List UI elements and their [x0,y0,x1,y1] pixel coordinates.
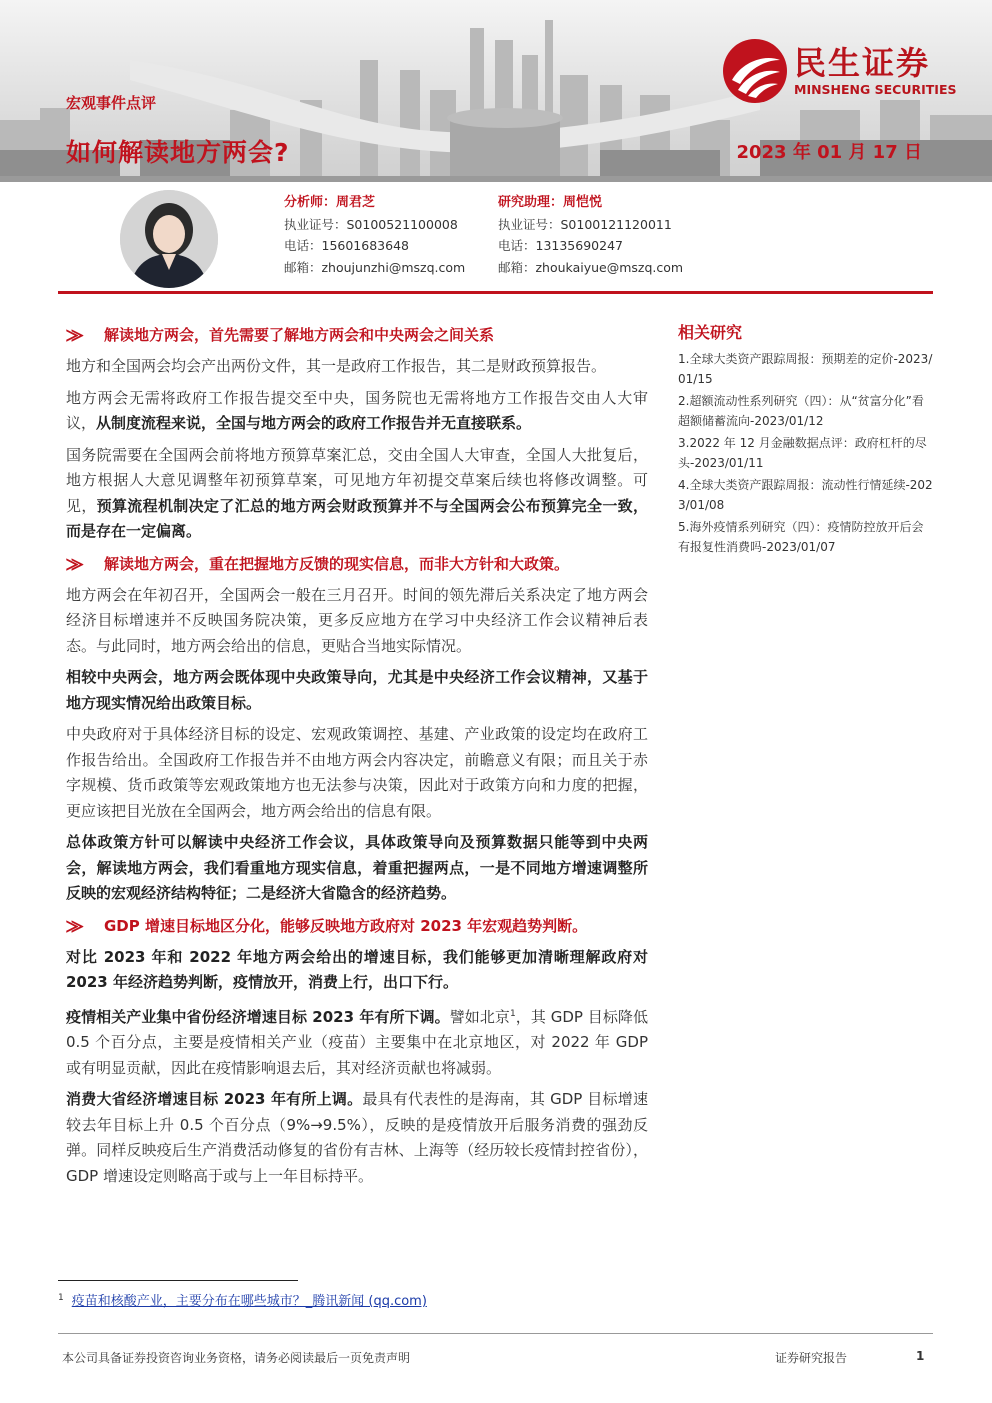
arrow-bullet-icon: ⨠ [66,326,84,344]
related-research-item[interactable]: 4.全球大类资产跟踪周报：流动性行情延续-2023/01/08 [678,478,933,512]
emphasis-text: 相较中央两会，地方两会既体现中央政策导向，尤其是中央经济工作会议精神，又基于地方现实情况给出政策目标。 [66,668,648,712]
emphasis-text: 从制度流程来说，全国与地方两会的政府工作报告并无直接联系。 [96,414,532,432]
emphasis-text: 总体政策方针可以解读中央经济工作会议，具体政策导向及预算数据只能等到中央两会，解读地方两会，我们看重地方现实信息，着重把握两点，一是不同地方增速调整所反映的宏观经济结构特征；二是经济大省隐含的经济趋势。 [66,833,648,902]
emphasis-text: 预算流程机制决定了汇总的地方两会财政预算并不与全国两会公布预算完全一致，而是存在一定偏离。 [66,496,648,540]
report-date: 2023 年 01 月 17 日 [736,142,922,163]
main-content [66,322,648,1195]
footnote [58,1290,427,1309]
emphasis-text: 疫情相关产业集中省份经济增速目标 2023 年有所下调。 [66,1007,450,1026]
body-text: 譬如北京 [449,1007,510,1026]
footer-report-type: 证券研究报告 [775,1351,848,1365]
author-phone: 电话：15601683648 [284,238,409,253]
related-research-item[interactable]: 2.超额流动性系列研究（四）：从“贫富分化”看超额储蓄流向-2023/01/12 [678,394,924,428]
paragraph [66,945,648,996]
minsheng-logo-icon [720,36,790,106]
section-3 [66,913,648,1190]
footnote-link[interactable]: 疫苗和核酸产业，主要分布在哪些城市？_腾讯新闻 (qq.com) [71,1294,427,1309]
body-text: 国务院需要在全国两会前将地方预算草案汇总，交由全国人大审查，全国人大批复后，地方根据人大意见调整年初预算草案，可见地方年初提交草案后续也将修改调整。可见， [66,445,648,515]
paragraph [66,1087,648,1189]
paragraph [66,830,648,907]
section-1 [66,322,648,545]
author-email[interactable]: 邮箱：zhoujunzhi@mszq.com [284,259,466,275]
footer-divider [58,1333,933,1334]
related-research-item[interactable]: 5.海外疫情系列研究（四）：疫情防控放开后会有报复性消费吗-2023/01/07 [678,520,924,554]
page-number: 1 [916,1349,925,1363]
logo-text-cn: 民生证券 [794,44,931,82]
logo-text-en: MINSHENG SECURITIES [794,82,957,97]
paragraph [66,583,648,660]
body-text: ，其 GDP 目标降低 0.5 个百分点，主要是疫情相关产业（疫苗）主要集中在北京地区，对 2022 年 GDP 或有明显贡献，因此在疫情影响退去后，其对经济贡献也将减弱。 [66,1007,648,1077]
section-heading-text: 解读地方两会，首先需要了解地方两会和中央两会之间关系 [104,326,495,344]
body-text: 最具有代表性的是海南，其 GDP 目标增速较去年目标上升 0.5 个百分点（9%→9.5%），反映的是疫情放开后服务消费的强劲反弹。同样反映疫后生产消费活动修复的省份有吉林、上海等（经历较长疫情封控省份），GDP 增速设定则略高于或与上一年目标持平。 [66,1090,648,1185]
body-text: 地方两会无需将政府工作报告提交至中央，国务院也无需将地方工作报告交由人大审议， [66,388,648,432]
body-text: 地方和全国两会均会产出两份文件，其一是政府工作报告，其二是财政预算报告。 [66,357,607,375]
author-cert: 执业证号：S0100121120011 [498,216,672,232]
arrow-bullet-icon: ⨠ [66,554,84,573]
document-type: 宏观事件点评 [66,94,157,112]
section-heading [66,913,648,939]
section-heading-text: GDP 增速目标地区分化，能够反映地方政府对 2023 年宏观趋势判断。 [104,916,588,935]
paragraph [66,722,648,824]
author-role: 分析师：周君芝 [284,195,376,210]
section-2 [66,551,648,907]
paragraph [66,665,648,716]
section-heading [66,322,648,348]
footnote-divider [58,1280,298,1281]
body-text: 地方两会在年初召开，全国两会一般在三月召开。时间的领先滞后关系决定了地方两会经济目标增速并不反映国务院决策，更多反应地方在学习中央经济工作会议精神后表态。与此同时，地方两会给出的信息，更贴合当地实际情况。 [66,585,648,655]
author-email[interactable]: 邮箱：zhoukaiyue@mszq.com [498,259,684,275]
paragraph [66,443,648,545]
section-heading [66,551,648,577]
analyst-avatar [120,190,218,288]
author-analyst [284,192,465,278]
company-logo [720,36,970,106]
author-cert: 执业证号：S0100521100008 [284,216,458,232]
footnote-ref[interactable]: 1 [509,1008,516,1019]
section-heading-text: 解读地方两会，重在把握地方反馈的现实信息，而非大方针和大政策。 [104,554,570,573]
header-banner [0,0,992,182]
paragraph [66,354,648,380]
header-divider [58,291,933,294]
related-research-sidebar [678,320,933,559]
footer-disclaimer: 本公司具备证券投资咨询业务资格，请务必阅读最后一页免责声明 [62,1351,411,1365]
footnote-number: 1 [58,1292,64,1303]
author-phone: 电话：13135690247 [498,238,623,253]
author-role: 研究助理：周恺悦 [498,195,603,210]
body-text: 中央政府对于具体经济目标的设定、宏观政策调控、基建、产业政策的设定均在政府工作报告给出。全国政府工作报告并不由地方两会内容决定，前瞻意义有限；而且关于赤字规模、货币政策等宏观政策地方也无法参与决策，因此对于政策方向和力度的把握，更应该把目光放在全国两会，地方两会给出的信息有限。 [66,725,648,820]
emphasis-text: 消费大省经济增速目标 2023 年有所上调。 [66,1090,363,1108]
sidebar-title: 相关研究 [678,323,743,342]
paragraph [66,386,648,437]
paragraph [66,1002,648,1082]
related-research-item[interactable]: 1.全球大类资产跟踪周报：预期差的定价-2023/01/15 [678,352,933,386]
related-research-item[interactable]: 3.2022 年 12 月金融数据点评：政府杠杆的尽头-2023/01/11 [678,436,927,470]
page-title: 如何解读地方两会? [66,138,290,167]
arrow-bullet-icon: ⨠ [66,916,84,935]
emphasis-text: 对比 2023 年和 2022 年地方两会给出的增速目标，我们能够更加清晰理解政府对 2023 年经济趋势判断，疫情放开，消费上行，出口下行。 [66,947,648,991]
author-assistant [498,192,683,278]
